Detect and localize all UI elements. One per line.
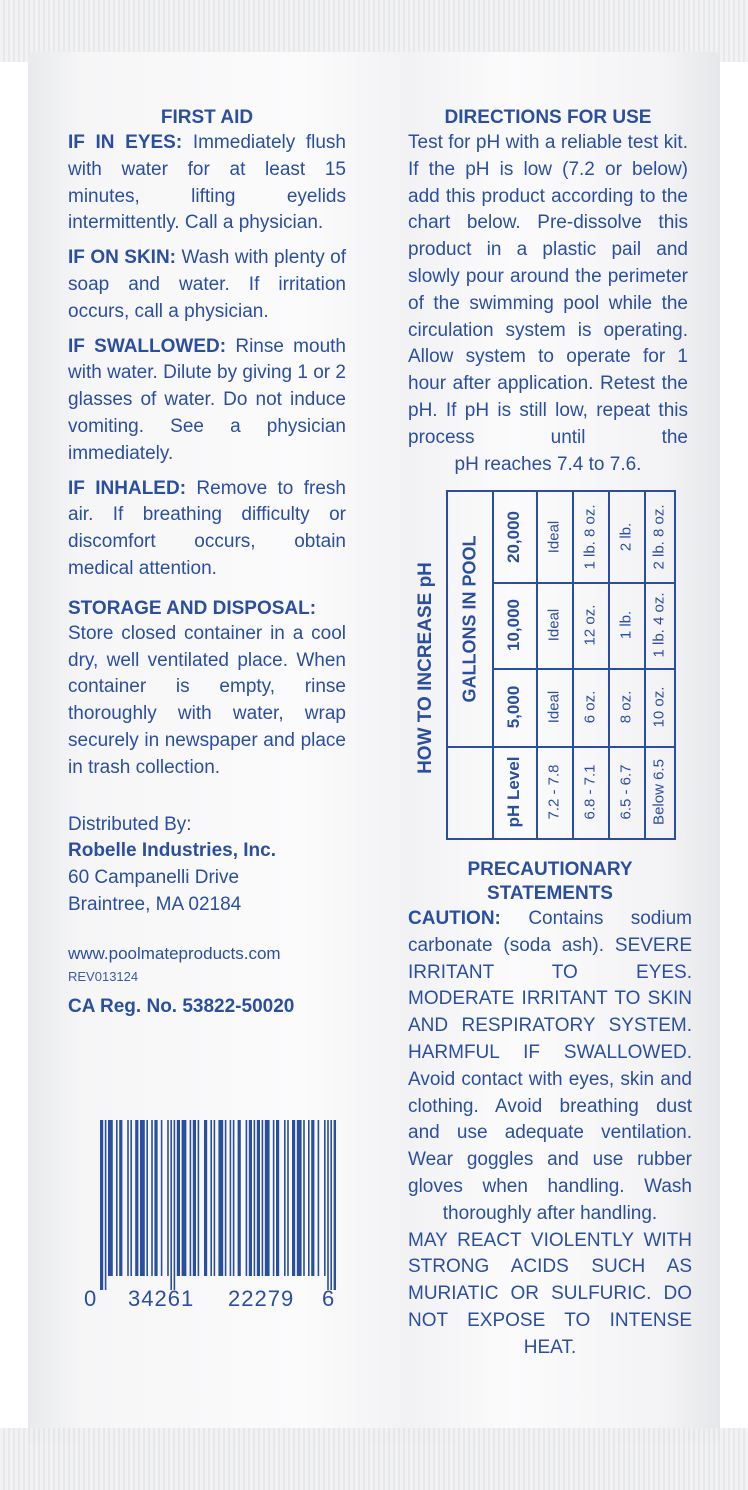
table-gridline (644, 492, 646, 838)
first-aid-skin (68, 245, 346, 325)
barcode-bar (257, 1120, 260, 1276)
barcode-bar (154, 1120, 157, 1276)
dosage-cell: 2 lb. (617, 522, 635, 552)
swallowed-text: Rinse mouth with water. Dilute by giving 1 or 2 glasses of water. Do not induce vomiting. See a physician immediately. (68, 335, 346, 464)
barcode-bar (161, 1120, 163, 1276)
ph-level-cell: 6.8 - 7.1 (581, 764, 599, 820)
table-gridline (572, 492, 574, 838)
barcode-digits-right: 22279 (228, 1286, 295, 1311)
barcode-bar (276, 1120, 279, 1276)
barcode-bar (297, 1120, 302, 1276)
precautionary-title-1: PRECAUTIONARY (467, 859, 633, 880)
barcode-bar (287, 1120, 289, 1276)
ph-level-cell: Below 6.5 (650, 759, 668, 825)
barcode-bar (230, 1120, 232, 1276)
gallons-column-header: 10,000 (504, 599, 523, 651)
barcode-digit-first: 0 (84, 1286, 98, 1311)
caution-text (408, 906, 692, 1201)
distributor-address-1: 60 Campanelli Drive (68, 867, 240, 889)
barcode-bar (204, 1120, 207, 1276)
barcode-bar (262, 1120, 264, 1276)
dosage-cell: 1 lb. 4 oz. (650, 592, 668, 658)
ph-level-cell: 7.2 - 7.8 (545, 764, 563, 820)
barcode-bar (249, 1120, 252, 1276)
barcode-bar (100, 1120, 103, 1290)
barcode-bar (311, 1120, 314, 1276)
barcode-bar (284, 1120, 286, 1276)
precautionary-title-2: STATEMENTS (487, 883, 613, 904)
barcode-bar (308, 1120, 310, 1276)
barcode-bar (167, 1120, 169, 1276)
barcode-bar (177, 1120, 180, 1276)
table-gridline (608, 492, 610, 838)
barcode-bar (130, 1120, 132, 1276)
directions-title: DIRECTIONS FOR USE (444, 107, 652, 128)
first-aid-inhaled (68, 476, 346, 583)
barcode-bar (146, 1120, 148, 1276)
barcode-bar (318, 1120, 320, 1276)
barcode-bar (303, 1120, 305, 1276)
dosage-cell: Ideal (545, 608, 563, 642)
caution-line-after: thoroughly after handling. (442, 1202, 658, 1224)
barcode-bar (116, 1120, 118, 1276)
dosage-cell: Ideal (545, 690, 563, 724)
barcode-bar (135, 1120, 138, 1276)
barcode-bar (327, 1120, 329, 1290)
distributed-by: Distributed By: (68, 813, 192, 835)
skin-label: IF ON SKIN: (68, 247, 176, 269)
caution-label: CAUTION: (408, 908, 501, 929)
table-gridline (492, 668, 674, 670)
barcode-bar (214, 1120, 216, 1276)
dosage-cell: Ideal (545, 520, 563, 554)
packet-bottom-seal (0, 1428, 748, 1490)
gallons-column-header: 20,000 (504, 511, 523, 563)
dosage-cell: 1 lb. 8 oz. (581, 504, 599, 570)
skin-text: Wash with plenty of soap and water. If irritation occurs, call a physician. (68, 247, 346, 322)
table-gridline (492, 746, 494, 838)
barcode-bar (174, 1120, 176, 1290)
gallons-in-pool-header: GALLONS IN POOL (459, 535, 480, 703)
dosage-cell: 12 oz. (581, 604, 599, 646)
barcode-bar (193, 1120, 196, 1276)
barcode-bar (105, 1120, 107, 1290)
barcode-bar (334, 1120, 336, 1290)
dosage-cell: 8 oz. (617, 690, 635, 724)
dosage-cell: 1 lb. (617, 610, 635, 640)
barcode-bar (119, 1120, 122, 1276)
barcode-digits-left: 34261 (128, 1286, 195, 1311)
inhaled-label: IF INHALED: (68, 477, 187, 499)
eyes-label: IF IN EYES: (68, 132, 183, 153)
barcode-digit-last: 6 (322, 1286, 336, 1311)
distributor-company: Robelle Industries, Inc. (68, 840, 276, 862)
caution-body: Contains sodium carbonate (soda ash). SEVERE IRRITANT TO EYES. MODERATE IRRITANT TO SKIN AND RESPIRATORY SYSTEM. HARMFUL IF SWALLOWED. Avoid contact with eyes, skin and clothing. Avoid breathing dust and use adequate ventilation. Wear goggles and use rubber gloves when handling. Wash (408, 908, 692, 1197)
barcode-bar (233, 1120, 235, 1276)
barcode-bar (218, 1120, 223, 1276)
ph-level-header: pH Level (504, 756, 523, 828)
barcode-bar (140, 1120, 145, 1276)
barcode-bar (151, 1120, 153, 1276)
dosage-cell: 6 oz. (581, 690, 599, 724)
dosage-cell: 10 oz. (650, 686, 668, 728)
directions-text: Test for pH with a reliable test kit. If the pH is low (7.2 or below) add this product according to the chart below. Pre-dissolve this product in a plastic pail and slowly pour around the perimeter of the swimming pool while the circulation system is operating. Allow system to operate for 1 hour after application. Retest the pH. If pH is still low, repeat this process until the (408, 132, 688, 448)
swallowed-label: IF SWALLOWED: (68, 335, 227, 357)
barcode-bar (225, 1120, 227, 1276)
upc-barcode (100, 1120, 336, 1300)
table-gridline (448, 746, 674, 748)
left-column (68, 106, 346, 1020)
ph-table-title: HOW TO INCREASE pH (415, 562, 437, 774)
inhaled-text: Remove to fresh air. If breathing difficulty or discomfort occurs, obtain medical attention. (68, 477, 346, 579)
barcode-bar (246, 1120, 248, 1276)
table-gridline (492, 492, 494, 746)
right-column (408, 106, 688, 478)
ca-reg-number: CA Reg. No. 53822-50020 (68, 995, 295, 1017)
storage-title: STORAGE AND DISPOSAL: (68, 597, 317, 619)
storage-text: Store closed container in a cool dry, well ventilated place. When container is empty, rinse thoroughly with water, wrap securely in newspaper and place in trash collection. (68, 622, 346, 778)
barcode-bar (324, 1120, 326, 1276)
first-aid-title: FIRST AID (160, 107, 254, 128)
barcode-bar (170, 1120, 172, 1290)
ph-level-cell: 6.5 - 6.7 (617, 764, 635, 820)
barcode-bars (100, 1120, 336, 1290)
barcode-bar (190, 1120, 192, 1276)
ph-table-block (412, 490, 676, 846)
barcode-bar (273, 1120, 275, 1276)
first-aid-swallowed (68, 334, 346, 468)
barcode-bar (265, 1120, 270, 1276)
ph-table (446, 490, 676, 840)
barcode-bar (330, 1120, 332, 1290)
first-aid-eyes (68, 130, 346, 237)
barcode-bar (198, 1120, 200, 1276)
precautionary-section (408, 858, 692, 1362)
barcode-bar (254, 1120, 256, 1276)
barcode-bar (182, 1120, 187, 1276)
distributor-address-2: Braintree, MA 02184 (68, 893, 242, 915)
barcode-bar (127, 1120, 129, 1276)
gallons-column-header: 5,000 (504, 685, 523, 729)
acid-warning-last: HEAT. (523, 1336, 577, 1358)
barcode-bar (108, 1120, 113, 1276)
barcode-bar (238, 1120, 241, 1276)
barcode-bar (210, 1120, 212, 1276)
website: www.poolmateproducts.com (68, 943, 281, 963)
revision-code: REV013124 (68, 968, 139, 984)
table-gridline (536, 492, 538, 838)
directions-last-line: pH reaches 7.4 to 7.6. (454, 453, 642, 475)
acid-warning: MAY REACT VIOLENTLY WITH STRONG ACIDS SUCH AS MURIATIC OR SULFURIC. DO NOT EXPOSE TO INTENSE (408, 1229, 692, 1331)
dosage-cell: 2 lb. 8 oz. (650, 504, 668, 570)
eyes-text: Immediately flush with water for at least 15 minutes, lifting eyelids intermittently. Call a physician. (68, 132, 346, 234)
table-gridline (492, 582, 674, 584)
barcode-bar (292, 1120, 295, 1276)
